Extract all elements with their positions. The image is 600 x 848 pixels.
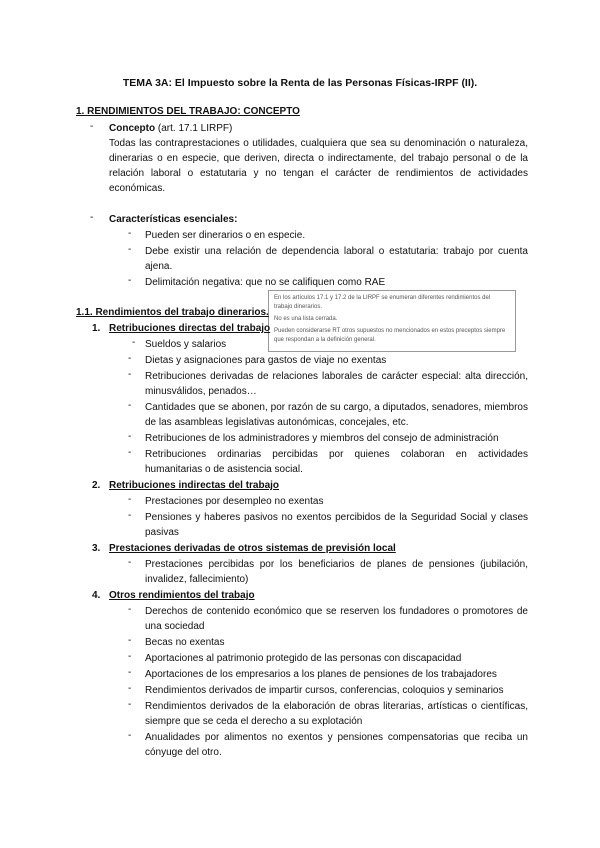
group-number: 3. bbox=[92, 543, 101, 554]
bullet-dash: - bbox=[128, 635, 132, 646]
bullet-dash: - bbox=[128, 699, 132, 710]
list-item-cont: humanitarias o de asistencia social. bbox=[145, 464, 303, 475]
subsection-heading: 1.1. Rendimientos del trabajo dinerarios. bbox=[76, 307, 269, 318]
list-item: Anualidades por alimentos no exentos y pensiones compensatorias que reciba un bbox=[145, 732, 528, 743]
bullet-dash: - bbox=[128, 431, 132, 442]
note-line: En los artículos 17.1 y 17.2 de la LIRPF se enumeran diferentes rendimientos del trabajo dinerarios. bbox=[274, 295, 491, 310]
bullet-dash: - bbox=[128, 510, 132, 521]
concepto-line: Todas las contraprestaciones o utilidades, cualquiera que sea su denominación o naturaleza, bbox=[109, 138, 528, 149]
bullet-dash: - bbox=[90, 212, 94, 223]
list-item: Rendimientos derivados de la elaboración de obras literarias, artísticas o científicas, bbox=[145, 701, 528, 712]
concepto-line: relación laboral o estatutaria y no tengan el carácter de rendimientos de actividades bbox=[109, 168, 528, 179]
concepto-line: dinerarias o en especie, que deriven, directa o indirectamente, del trabajo personal o de la bbox=[109, 153, 528, 164]
group-title: Otros rendimientos del trabajo bbox=[109, 590, 255, 601]
group-title: Retribuciones indirectas del trabajo bbox=[109, 480, 280, 491]
list-item: Prestaciones percibidas por los beneficiarios de planes de pensiones (jubilación, bbox=[145, 559, 528, 570]
list-item: Dietas y asignaciones para gastos de viaje no exentas bbox=[145, 355, 387, 366]
list-item-cont: minusválidos, penados… bbox=[145, 386, 257, 397]
bullet-dash: - bbox=[128, 683, 132, 694]
list-item: Retribuciones de los administradores y miembros del consejo de administración bbox=[145, 433, 499, 444]
list-item: Sueldos y salarios bbox=[145, 339, 227, 350]
list-item: Delimitación negativa: que no se califiquen como RAE bbox=[145, 277, 386, 288]
list-item-cont: siempre que se ceda el derecho a su explotación bbox=[145, 716, 363, 727]
note-line: No es una lista cerrada. bbox=[274, 316, 338, 322]
list-item: Pensiones y haberes pasivos no exentos percibidos de la Seguridad Social y clases bbox=[145, 512, 528, 523]
concepto-label: Concepto bbox=[109, 123, 156, 134]
list-item: Retribuciones ordinarias percibidas por quienes colaboran en actividades bbox=[145, 449, 528, 460]
list-item-cont: ajena. bbox=[145, 261, 173, 272]
concepto-ref: (art. 17.1 LIRPF) bbox=[155, 123, 233, 134]
list-item: Aportaciones al patrimonio protegido de las personas con discapacidad bbox=[145, 653, 462, 664]
bullet-dash: - bbox=[128, 275, 132, 286]
bullet-dash: - bbox=[128, 494, 132, 505]
list-item: Debe existir una relación de dependencia laboral o estatutaria: trabajo por cuenta bbox=[145, 246, 528, 257]
list-item: Derechos de contenido económico que se reserven los fundadores o promotores de bbox=[145, 606, 528, 617]
group-title: Prestaciones derivadas de otros sistemas de previsión local bbox=[109, 543, 396, 554]
list-item: Becas no exentas bbox=[145, 637, 225, 648]
list-item-cont: invalidez, fallecimiento) bbox=[145, 574, 249, 585]
list-item: Retribuciones derivadas de relaciones laborales de carácter especial: alta dirección, bbox=[145, 371, 528, 382]
section-heading: 1. RENDIMIENTOS DEL TRABAJO: CONCEPTO bbox=[76, 106, 300, 117]
bullet-dash: - bbox=[128, 651, 132, 662]
bullet-dash: - bbox=[90, 121, 94, 132]
group-number: 4. bbox=[92, 590, 101, 601]
bullet-dash: - bbox=[128, 447, 132, 458]
list-item-cont: una sociedad bbox=[145, 621, 205, 632]
concepto-heading bbox=[109, 121, 232, 136]
group-title: Retribuciones directas del trabajo bbox=[109, 323, 271, 334]
list-item-cont: de las asambleas legislativas autonómicas, concejales, etc. bbox=[145, 417, 409, 428]
list-item: Rendimientos derivados de impartir cursos, conferencias, coloquios y seminarios bbox=[145, 685, 504, 696]
list-item: Pueden ser dinerarios o en especie. bbox=[145, 230, 306, 241]
bullet-dash: - bbox=[128, 557, 132, 568]
list-item: Cantidades que se abonen, por razón de su cargo, a diputados, senadores, miembros bbox=[145, 402, 528, 413]
caracteristicas-heading: Características esenciales: bbox=[109, 214, 238, 225]
bullet-dash: - bbox=[128, 353, 132, 364]
bullet-dash: - bbox=[132, 337, 136, 348]
bullet-dash: - bbox=[128, 667, 132, 678]
list-item-cont: pasivas bbox=[145, 527, 179, 538]
page-title: TEMA 3A: El Impuesto sobre la Renta de las Personas Físicas-IRPF (II). bbox=[122, 77, 478, 89]
bullet-dash: - bbox=[128, 244, 132, 255]
group-number: 1. bbox=[92, 323, 101, 334]
bullet-dash: - bbox=[128, 604, 132, 615]
list-item: Prestaciones por desempleo no exentas bbox=[145, 496, 324, 507]
group-number: 2. bbox=[92, 480, 101, 491]
list-item-cont: cónyuge del otro. bbox=[145, 747, 222, 758]
bullet-dash: - bbox=[128, 400, 132, 411]
bullet-dash: - bbox=[128, 730, 132, 741]
margin-note-box bbox=[268, 290, 516, 352]
note-line: Pueden considerarse RT otros supuestos no mencionados en estos preceptos siempre que respondan a la definición general. bbox=[274, 328, 506, 343]
list-item: Aportaciones de los empresarios a los planes de pensiones de los trabajadores bbox=[145, 669, 497, 680]
concepto-line: económicas. bbox=[109, 183, 166, 194]
bullet-dash: - bbox=[128, 369, 132, 380]
bullet-dash: - bbox=[128, 228, 132, 239]
